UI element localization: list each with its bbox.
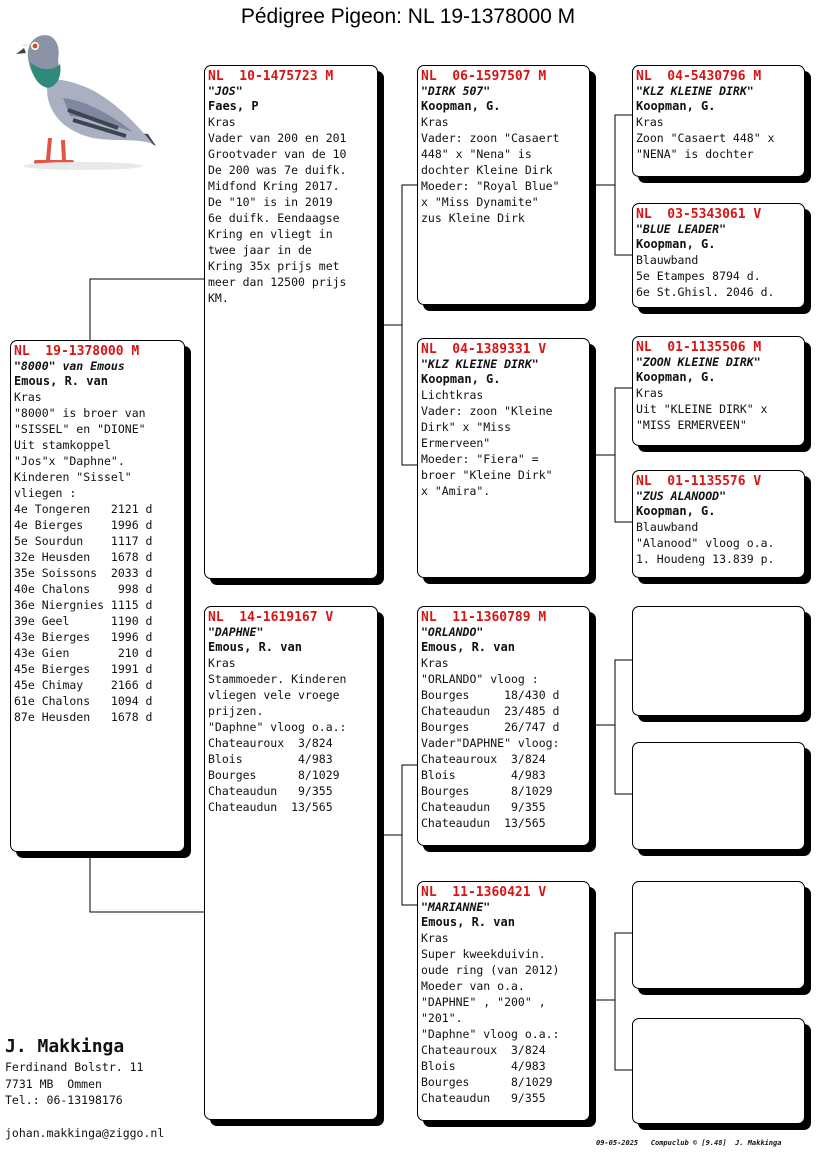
page-title: Pédigree Pigeon: NL 19-1378000 M bbox=[240, 5, 576, 28]
pigeon-name: "KLZ KLEINE DIRK" bbox=[636, 84, 754, 98]
info-line: Blois 4/983 bbox=[421, 1059, 546, 1073]
pigeon-color: Kras bbox=[636, 386, 664, 400]
info-line: 6e duifk. Eendaagse bbox=[208, 211, 340, 225]
card-subject[interactable] bbox=[10, 340, 185, 852]
owner-name: Koopman, G. bbox=[421, 372, 501, 386]
info-line: "ORLANDO" vloog : bbox=[421, 672, 539, 686]
pigeon-color: Blauwband bbox=[636, 253, 699, 267]
breeder-name: J. Makkinga bbox=[5, 1036, 125, 1057]
ring-number: NL 19-1378000 M bbox=[14, 344, 140, 359]
info-line: 87e Heusden 1678 d bbox=[14, 710, 153, 724]
breeder-email[interactable]: johan.makkinga@ziggo.nl bbox=[5, 1126, 165, 1140]
info-line: Dirk" x "Miss bbox=[421, 420, 512, 434]
pigeon-name: "ORLANDO" bbox=[421, 625, 484, 639]
ring-number: NL 10-1475723 M bbox=[208, 69, 334, 84]
card-ancestor-4[interactable] bbox=[632, 470, 805, 578]
pigeon-name: "ZUS ALANOOD" bbox=[636, 489, 727, 503]
pigeon-name: "MARIANNE" bbox=[421, 900, 491, 914]
card-ancestor-empty-8[interactable] bbox=[632, 1018, 805, 1124]
info-line: 43e Bierges 1996 d bbox=[14, 630, 153, 644]
breeder-address-street: Ferdinand Bolstr. 11 bbox=[5, 1060, 144, 1074]
info-line: "MISS ERMERVEEN" bbox=[636, 418, 747, 432]
info-line: "SISSEL" en "DIONE" bbox=[14, 422, 146, 436]
info-line: prijzen. bbox=[208, 704, 264, 718]
owner-name: Koopman, G. bbox=[421, 99, 501, 113]
info-line: 61e Chalons 1094 d bbox=[14, 694, 153, 708]
info-line: x "Amira". bbox=[421, 484, 491, 498]
info-line: 6e St.Ghisl. 2046 d. bbox=[636, 285, 775, 299]
info-line: twee jaar in de bbox=[208, 243, 312, 257]
info-line: "NENA" is dochter bbox=[636, 147, 754, 161]
card-mother[interactable] bbox=[204, 606, 378, 1120]
info-line: Uit stamkoppel bbox=[14, 438, 111, 452]
info-line: Kring 35x prijs met bbox=[208, 259, 340, 273]
card-ancestor-2[interactable] bbox=[632, 203, 805, 308]
pigeon-color: Kras bbox=[208, 656, 236, 670]
ring-number: NL 04-5430796 M bbox=[636, 69, 762, 84]
info-line: De 200 was 7e duifk. bbox=[208, 163, 347, 177]
info-line: 40e Chalons 998 d bbox=[14, 582, 153, 596]
ring-number: NL 11-1360789 M bbox=[421, 610, 547, 625]
info-line: Vader van 200 en 201 bbox=[208, 131, 347, 145]
owner-name: Emous, R. van bbox=[208, 640, 302, 654]
owner-name: Emous, R. van bbox=[421, 640, 515, 654]
card-ancestor-empty-6[interactable] bbox=[632, 742, 805, 850]
card-ancestor-empty-5[interactable] bbox=[632, 606, 805, 716]
info-line: Chateauroux 3/824 bbox=[208, 736, 333, 750]
info-line: Vader: zoon "Kleine bbox=[421, 404, 553, 418]
card-ancestor-1[interactable] bbox=[632, 65, 805, 177]
info-line: Bourges 26/747 d bbox=[421, 720, 560, 734]
info-line: Super kweekduivin. bbox=[421, 947, 546, 961]
info-line: 45e Chimay 2166 d bbox=[14, 678, 153, 692]
owner-name: Emous, R. van bbox=[421, 915, 515, 929]
ring-number: NL 04-1389331 V bbox=[421, 342, 547, 357]
info-line: Bourges 18/430 d bbox=[421, 688, 560, 702]
pigeon-name: "DIRK 507" bbox=[421, 84, 491, 98]
pigeon-color: Kras bbox=[636, 115, 664, 129]
info-line: Zoon "Casaert 448" x bbox=[636, 131, 775, 145]
pigeon-color: Kras bbox=[421, 931, 449, 945]
info-line: Grootvader van de 10 bbox=[208, 147, 347, 161]
info-line: Chateaudun 9/355 bbox=[421, 800, 546, 814]
ring-number: NL 14-1619167 V bbox=[208, 610, 334, 625]
info-line: 4e Tongeren 2121 d bbox=[14, 502, 153, 516]
card-maternal-grandmother[interactable] bbox=[417, 881, 590, 1121]
pigeon-color: Kras bbox=[421, 656, 449, 670]
info-line: Blois 4/983 bbox=[208, 752, 333, 766]
info-line: "Daphne" vloog o.a.: bbox=[208, 720, 347, 734]
info-line: Uit "KLEINE DIRK" x bbox=[636, 402, 768, 416]
owner-name: Koopman, G. bbox=[636, 370, 716, 384]
card-maternal-grandfather[interactable] bbox=[417, 606, 590, 846]
pigeon-name: "JOS" bbox=[208, 84, 243, 98]
info-line: "Alanood" vloog o.a. bbox=[636, 536, 775, 550]
print-stamp: 09-05-2025 Compuclub © [9.48] J. Makkinga bbox=[596, 1139, 782, 1147]
info-line: Chateauroux 3/824 bbox=[421, 1043, 546, 1057]
info-line: 43e Gien 210 d bbox=[14, 646, 153, 660]
pigeon-name: "BLUE LEADER" bbox=[636, 222, 727, 236]
ring-number: NL 01-1135576 V bbox=[636, 474, 762, 489]
info-line: Ermerveen" bbox=[421, 436, 491, 450]
pigeon-name: "ZOON KLEINE DIRK" bbox=[636, 355, 761, 369]
info-line: 5e Sourdun 1117 d bbox=[14, 534, 153, 548]
info-line: Moeder: "Fiera" = bbox=[421, 452, 539, 466]
info-line: Chateaudun 9/355 bbox=[208, 784, 333, 798]
info-line: 36e Niergnies 1115 d bbox=[14, 598, 153, 612]
info-line: Kinderen "Sissel" bbox=[14, 470, 132, 484]
info-line: vliegen vele vroege bbox=[208, 688, 340, 702]
pigeon-color: Kras bbox=[14, 390, 42, 404]
owner-name: Koopman, G. bbox=[636, 99, 716, 113]
info-line: 5e Etampes 8794 d. bbox=[636, 269, 761, 283]
info-line: broer "Kleine Dirk" bbox=[421, 468, 553, 482]
card-ancestor-empty-7[interactable] bbox=[632, 881, 805, 989]
pigeon-name: "8000" van Emous bbox=[14, 359, 125, 373]
info-line: Blois 4/983 bbox=[421, 768, 546, 782]
info-line: oude ring (van 2012) bbox=[421, 963, 560, 977]
info-line: Bourges 8/1029 bbox=[421, 1075, 553, 1089]
breeder-address-city: 7731 MB Ommen bbox=[5, 1077, 102, 1091]
info-line: Chateaudun 13/565 bbox=[421, 816, 546, 830]
info-line: zus Kleine Dirk bbox=[421, 211, 525, 225]
info-line: 32e Heusden 1678 d bbox=[14, 550, 153, 564]
info-line: KM. bbox=[208, 291, 229, 305]
info-line: Bourges 8/1029 bbox=[208, 768, 340, 782]
info-line: "8000" is broer van bbox=[14, 406, 146, 420]
info-line: 39e Geel 1190 d bbox=[14, 614, 153, 628]
info-line: Kring en vliegt in bbox=[208, 227, 333, 241]
pigeon-color: Blauwband bbox=[636, 520, 699, 534]
info-line: Chateaudun 13/565 bbox=[208, 800, 333, 814]
info-line: meer dan 12500 prijs bbox=[208, 275, 347, 289]
pigeon-color: Kras bbox=[421, 115, 449, 129]
owner-name: Emous, R. van bbox=[14, 374, 108, 388]
info-line: Moeder: "Royal Blue" bbox=[421, 179, 560, 193]
card-paternal-grandmother[interactable] bbox=[417, 338, 590, 578]
owner-name: Koopman, G. bbox=[636, 237, 716, 251]
info-line: 1. Houdeng 13.839 p. bbox=[636, 552, 775, 566]
card-ancestor-3[interactable] bbox=[632, 336, 805, 446]
info-line: 448" x "Nena" is bbox=[421, 147, 532, 161]
info-line: 35e Soissons 2033 d bbox=[14, 566, 153, 580]
info-line: 45e Bierges 1991 d bbox=[14, 662, 153, 676]
info-line: Midfond Kring 2017. bbox=[208, 179, 340, 193]
info-line: Chateaudun 9/355 bbox=[421, 1091, 546, 1105]
breeder-phone: Tel.: 06-13198176 bbox=[5, 1093, 123, 1107]
ring-number: NL 11-1360421 V bbox=[421, 885, 547, 900]
info-line: De "10" is in 2019 bbox=[208, 195, 333, 209]
info-line: "DAPHNE" , "200" , bbox=[421, 995, 546, 1009]
info-line: "Daphne" vloog o.a.: bbox=[421, 1027, 560, 1041]
pigeon-name: "DAPHNE" bbox=[208, 625, 264, 639]
owner-name: Koopman, G. bbox=[636, 504, 716, 518]
info-line: "201". bbox=[421, 1011, 463, 1025]
pigeon-name: "KLZ KLEINE DIRK" bbox=[421, 357, 539, 371]
ring-number: NL 01-1135506 M bbox=[636, 340, 762, 355]
info-line: Chateaudun 23/485 d bbox=[421, 704, 560, 718]
info-line: Chateauroux 3/824 bbox=[421, 752, 546, 766]
ring-number: NL 03-5343061 V bbox=[636, 207, 762, 222]
info-line: 4e Bierges 1996 d bbox=[14, 518, 153, 532]
info-line: Vader: zoon "Casaert bbox=[421, 131, 560, 145]
info-line: Bourges 8/1029 bbox=[421, 784, 553, 798]
info-line: Stammoeder. Kinderen bbox=[208, 672, 347, 686]
ring-number: NL 06-1597507 M bbox=[421, 69, 547, 84]
info-line: Moeder van o.a. bbox=[421, 979, 525, 993]
pigeon-color: Lichtkras bbox=[421, 388, 484, 402]
card-father[interactable] bbox=[204, 65, 378, 579]
info-line: dochter Kleine Dirk bbox=[421, 163, 553, 177]
info-line: Vader"DAPHNE" vloog: bbox=[421, 736, 560, 750]
card-paternal-grandfather[interactable] bbox=[417, 65, 590, 305]
info-line: vliegen : bbox=[14, 486, 77, 500]
owner-name: Faes, P bbox=[208, 99, 259, 113]
info-line: x "Miss Dynamite" bbox=[421, 195, 539, 209]
info-line: "Jos"x "Daphne". bbox=[14, 454, 125, 468]
pigeon-color: Kras bbox=[208, 115, 236, 129]
